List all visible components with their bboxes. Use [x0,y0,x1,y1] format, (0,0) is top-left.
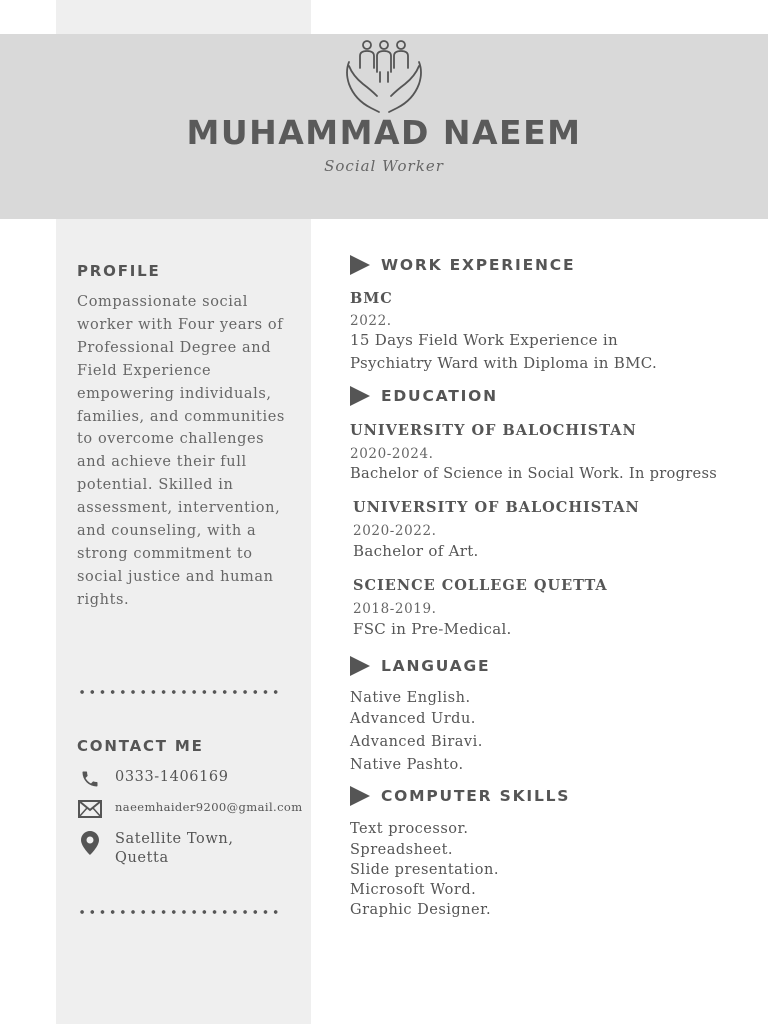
language-heading [350,656,490,676]
work-experience-heading [350,255,575,275]
dotted-divider [77,909,282,915]
address-line2: Quetta [115,850,169,866]
education-desc: Bachelor of Science in Social Work. In progress [350,465,718,482]
computer-skills-list [350,821,499,922]
work-title: BMC [350,290,393,307]
language-item: Native Pashto. [350,757,464,773]
language-list [350,690,483,778]
triangle-bullet-icon [350,786,370,806]
contact-email [78,798,303,820]
work-desc: 15 Days Field Work Experience in Psychiatry Ward with Diploma in BMC. [350,331,658,372]
language-item: Advanced Urdu. [350,711,476,727]
education-heading [350,386,498,406]
address-text [115,830,234,868]
profile-heading: PROFILE [77,262,161,280]
language-item: Advanced Biravi. [350,734,483,750]
phone-text: 0333-1406169 [115,769,229,785]
education-date: 2020-2022. [353,523,437,539]
map-pin-icon [78,830,102,856]
education-title: UNIVERSITY OF BALOCHISTAN [350,422,637,439]
skill-item: Text processor. [350,821,469,837]
section-heading-label: WORK EXPERIENCE [381,256,576,274]
triangle-bullet-icon [350,255,370,275]
contact-phone [78,768,229,790]
email-text: naeemhaider9200@gmail.com [115,800,303,814]
contact-address [78,830,234,868]
education-date: 2020-2024. [350,446,434,462]
contact-heading: CONTACT ME [77,737,204,755]
computer-skills-heading [350,786,570,806]
hands-holding-family-icon [343,38,425,114]
section-heading-label: LANGUAGE [381,657,491,675]
education-title: SCIENCE COLLEGE QUETTA [353,577,608,594]
skill-item: Graphic Designer. [350,902,492,918]
section-heading-label: COMPUTER SKILLS [381,787,571,805]
work-date: 2022. [350,313,392,329]
education-date: 2018-2019. [353,601,437,617]
envelope-icon [78,798,102,820]
dotted-divider [77,689,282,695]
candidate-title: Social Worker [324,157,444,175]
education-title: UNIVERSITY OF BALOCHISTAN [353,499,640,516]
education-desc: FSC in Pre-Medical. [353,620,512,638]
skill-item: Slide presentation. [350,862,499,878]
section-heading-label: EDUCATION [381,387,498,405]
phone-icon [78,768,102,790]
language-item: Native English. [350,690,471,706]
candidate-name: MUHAMMAD NAEEM [186,113,582,152]
skill-item: Microsoft Word. [350,882,477,898]
address-line1: Satellite Town, [115,831,234,847]
profile-text: Compassionate social worker with Four years of Professional Degree and Field Experience empowering individuals, families, and communities to overcome challenges and achieve their full potential. Skilled in assessment, intervention, and counseling, with a strong commitment to social justice and human rights. [77,294,285,608]
triangle-bullet-icon [350,656,370,676]
triangle-bullet-icon [350,386,370,406]
education-desc: Bachelor of Art. [353,542,479,560]
skill-item: Spreadsheet. [350,841,454,858]
